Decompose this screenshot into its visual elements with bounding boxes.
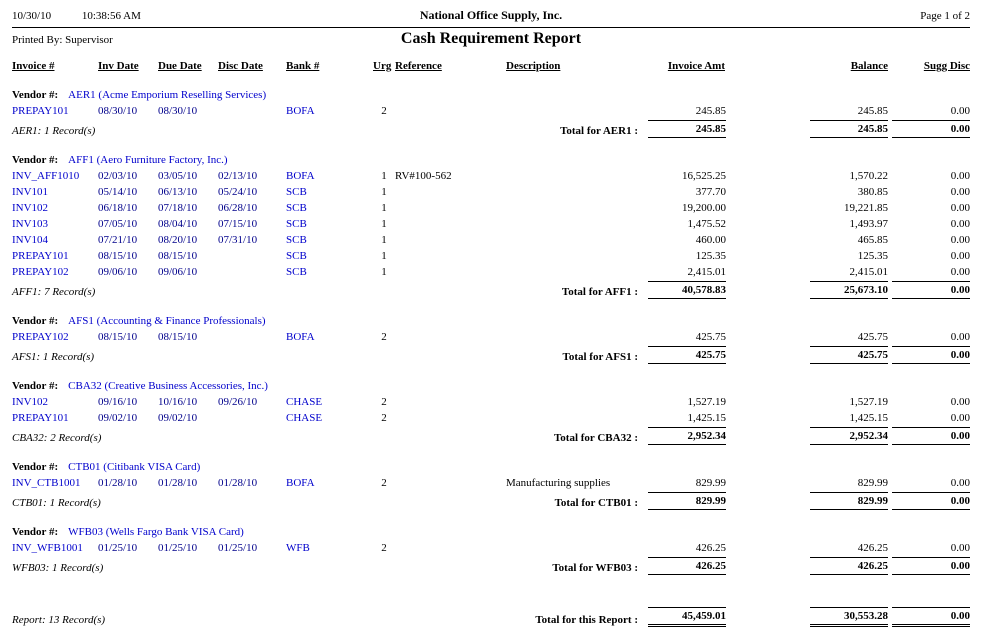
reference-value: RV#100-562 bbox=[395, 170, 452, 182]
sugg-disc-amount: 0.00 bbox=[950, 170, 970, 182]
invoice-number-link[interactable]: INV102 bbox=[12, 202, 49, 214]
group-total-balance: 2,952.34 bbox=[725, 426, 888, 446]
invoice-row bbox=[12, 216, 970, 232]
invoice-number-link[interactable]: PREPAY101 bbox=[12, 105, 69, 117]
reference-value bbox=[395, 264, 506, 280]
discount-date: 07/31/10 bbox=[218, 234, 258, 246]
group-total-balance: 829.99 bbox=[725, 491, 888, 511]
discount-date: 01/25/10 bbox=[218, 542, 258, 554]
description-value bbox=[506, 232, 648, 248]
report-total-sugg-disc: 0.00 bbox=[888, 606, 970, 628]
sugg-disc-amount: 0.00 bbox=[950, 396, 970, 408]
invoice-amount: 460.00 bbox=[695, 234, 726, 246]
discount-date: 02/13/10 bbox=[218, 170, 258, 182]
group-total-sugg-disc: 0.00 bbox=[888, 345, 970, 365]
group-total-sugg-disc: 0.00 bbox=[888, 556, 970, 576]
balance-amount: 1,425.15 bbox=[849, 412, 888, 424]
group-total-sugg-disc: 0.00 bbox=[888, 280, 970, 300]
invoice-row bbox=[12, 184, 970, 200]
invoice-date: 06/18/10 bbox=[98, 202, 138, 214]
invoice-number-link[interactable]: PREPAY102 bbox=[12, 331, 69, 343]
invoice-date: 02/03/10 bbox=[98, 170, 138, 182]
vendor-link[interactable]: AER1 (Acme Emporium Reselling Services) bbox=[68, 89, 267, 101]
discount-date bbox=[218, 248, 286, 264]
group-record-count: AER1: 1 Record(s) bbox=[12, 125, 96, 137]
due-date: 08/20/10 bbox=[158, 234, 198, 246]
invoice-amount: 829.99 bbox=[695, 477, 726, 489]
description-value bbox=[506, 200, 648, 216]
discount-date bbox=[218, 103, 286, 119]
group-total-row bbox=[12, 345, 970, 365]
bank-number-link[interactable]: SCB bbox=[286, 218, 307, 230]
bank-number-link[interactable]: SCB bbox=[286, 202, 307, 214]
balance-amount: 245.85 bbox=[857, 105, 888, 117]
description-value: Manufacturing supplies bbox=[506, 477, 611, 489]
invoice-date: 07/05/10 bbox=[98, 218, 138, 230]
vendor-link[interactable]: CBA32 (Creative Business Accessories, Inc.) bbox=[68, 380, 268, 392]
sugg-disc-amount: 0.00 bbox=[950, 477, 970, 489]
discount-date bbox=[218, 329, 286, 345]
sugg-disc-amount: 0.00 bbox=[950, 105, 970, 117]
col-description: Description bbox=[506, 60, 561, 72]
vendor-row bbox=[12, 377, 970, 394]
vendor-number-label: Vendor #: bbox=[12, 380, 59, 392]
invoice-date: 01/25/10 bbox=[98, 542, 138, 554]
invoice-row bbox=[12, 103, 970, 119]
group-total-invoice-amt: 245.85 bbox=[648, 119, 725, 139]
invoice-date: 01/28/10 bbox=[98, 477, 138, 489]
group-total-label: Total for AFF1 : bbox=[561, 286, 638, 298]
due-date: 06/13/10 bbox=[158, 186, 198, 198]
invoice-row bbox=[12, 475, 970, 491]
invoice-row bbox=[12, 410, 970, 426]
invoice-date: 08/30/10 bbox=[98, 105, 138, 117]
sugg-disc-amount: 0.00 bbox=[950, 234, 970, 246]
group-total-sugg-disc: 0.00 bbox=[888, 426, 970, 446]
due-date: 07/18/10 bbox=[158, 202, 198, 214]
reference-value bbox=[395, 329, 506, 345]
group-spacer bbox=[12, 139, 970, 151]
group-total-sugg-disc: 0.00 bbox=[888, 119, 970, 139]
sugg-disc-amount: 0.00 bbox=[950, 202, 970, 214]
group-total-balance: 25,673.10 bbox=[725, 280, 888, 300]
description-value bbox=[506, 329, 648, 345]
due-date: 08/30/10 bbox=[158, 105, 198, 117]
group-record-count: AFS1: 1 Record(s) bbox=[12, 351, 95, 363]
balance-amount: 2,415.01 bbox=[849, 266, 888, 278]
description-value bbox=[506, 248, 648, 264]
group-total-invoice-amt: 425.75 bbox=[648, 345, 725, 365]
col-invoice-amt: Invoice Amt bbox=[667, 60, 725, 72]
balance-amount: 125.35 bbox=[857, 250, 888, 262]
vendor-number-label: Vendor #: bbox=[12, 89, 59, 101]
urgency-value: 2 bbox=[381, 105, 387, 117]
col-due-date: Due Date bbox=[158, 60, 202, 72]
vendor-link[interactable]: AFS1 (Accounting & Finance Professionals) bbox=[68, 315, 266, 327]
vendor-number-label: Vendor #: bbox=[12, 154, 59, 166]
group-total-row bbox=[12, 491, 970, 511]
report-total-row bbox=[12, 606, 970, 628]
bank-number-link[interactable]: WFB bbox=[286, 542, 310, 554]
description-value bbox=[506, 184, 648, 200]
balance-amount: 465.85 bbox=[857, 234, 888, 246]
discount-date: 06/28/10 bbox=[218, 202, 258, 214]
due-date: 09/02/10 bbox=[158, 412, 198, 424]
vendor-number-label: Vendor #: bbox=[12, 461, 59, 473]
discount-date: 09/26/10 bbox=[218, 396, 258, 408]
report-header-top bbox=[12, 8, 970, 28]
group-total-invoice-amt: 829.99 bbox=[648, 491, 725, 511]
sugg-disc-amount: 0.00 bbox=[950, 412, 970, 424]
vendor-row bbox=[12, 458, 970, 475]
group-total-label: Total for CBA32 : bbox=[553, 432, 638, 444]
vendor-row bbox=[12, 151, 970, 168]
group-total-label: Total for WFB03 : bbox=[552, 562, 638, 574]
invoice-number-link[interactable]: INV_WFB1001 bbox=[12, 542, 83, 554]
printed-by: Printed By: Supervisor bbox=[12, 34, 113, 46]
reference-value bbox=[395, 248, 506, 264]
balance-amount: 829.99 bbox=[857, 477, 888, 489]
header-left bbox=[12, 10, 420, 22]
report-total-label: Total for this Report : bbox=[535, 614, 638, 626]
urgency-value: 1 bbox=[381, 266, 387, 278]
bank-number-link[interactable]: SCB bbox=[286, 186, 307, 198]
group-total-row bbox=[12, 119, 970, 139]
report-record-count: Report: 13 Record(s) bbox=[12, 614, 106, 626]
balance-amount: 1,527.19 bbox=[849, 396, 888, 408]
invoice-amount: 2,415.01 bbox=[687, 266, 726, 278]
group-total-label: Total for AFS1 : bbox=[562, 351, 638, 363]
vendor-number-label: Vendor #: bbox=[12, 526, 59, 538]
col-urgency: Urg bbox=[373, 60, 392, 72]
invoice-amount: 425.75 bbox=[695, 331, 726, 343]
invoice-amount: 1,527.19 bbox=[687, 396, 726, 408]
sugg-disc-amount: 0.00 bbox=[950, 542, 970, 554]
invoice-number-link[interactable]: PREPAY101 bbox=[12, 412, 69, 424]
invoice-row bbox=[12, 329, 970, 345]
invoice-date: 07/21/10 bbox=[98, 234, 138, 246]
balance-amount: 1,570.22 bbox=[849, 170, 888, 182]
reference-value bbox=[395, 184, 506, 200]
description-value bbox=[506, 394, 648, 410]
invoice-date: 09/06/10 bbox=[98, 266, 138, 278]
group-total-invoice-amt: 40,578.83 bbox=[648, 280, 725, 300]
bank-number-link[interactable]: BOFA bbox=[286, 170, 315, 182]
urgency-value: 1 bbox=[381, 170, 387, 182]
urgency-value: 2 bbox=[381, 396, 387, 408]
report-body bbox=[12, 74, 970, 628]
bank-number-link[interactable]: BOFA bbox=[286, 331, 315, 343]
invoice-number-link[interactable]: INV_AFF1010 bbox=[12, 170, 80, 182]
group-record-count: AFF1: 7 Record(s) bbox=[12, 286, 96, 298]
report-table bbox=[12, 60, 970, 628]
col-bank-number: Bank # bbox=[286, 60, 320, 72]
col-inv-date: Inv Date bbox=[98, 60, 139, 72]
invoice-row bbox=[12, 232, 970, 248]
invoice-amount: 125.35 bbox=[695, 250, 726, 262]
invoice-date: 08/15/10 bbox=[98, 331, 138, 343]
sugg-disc-amount: 0.00 bbox=[950, 186, 970, 198]
due-date: 01/25/10 bbox=[158, 542, 198, 554]
group-total-row bbox=[12, 556, 970, 576]
footer-spacer bbox=[12, 576, 970, 606]
invoice-date: 09/02/10 bbox=[98, 412, 138, 424]
invoice-row bbox=[12, 200, 970, 216]
discount-date bbox=[218, 264, 286, 280]
reference-value bbox=[395, 540, 506, 556]
sugg-disc-amount: 0.00 bbox=[950, 250, 970, 262]
invoice-amount: 1,475.52 bbox=[687, 218, 726, 230]
sugg-disc-amount: 0.00 bbox=[950, 331, 970, 343]
group-total-row bbox=[12, 280, 970, 300]
group-spacer bbox=[12, 511, 970, 523]
group-total-label: Total for AER1 : bbox=[560, 125, 638, 137]
invoice-amount: 426.25 bbox=[695, 542, 726, 554]
description-value bbox=[506, 264, 648, 280]
urgency-value: 2 bbox=[381, 412, 387, 424]
description-value bbox=[506, 216, 648, 232]
reference-value bbox=[395, 216, 506, 232]
vendor-number-label: Vendor #: bbox=[12, 315, 59, 327]
group-total-label: Total for CTB01 : bbox=[554, 497, 638, 509]
urgency-value: 1 bbox=[381, 234, 387, 246]
col-sugg-disc: Sugg Disc bbox=[923, 60, 970, 72]
invoice-amount: 19,200.00 bbox=[682, 202, 726, 214]
due-date: 01/28/10 bbox=[158, 477, 198, 489]
group-record-count: CTB01: 1 Record(s) bbox=[12, 497, 101, 509]
invoice-row bbox=[12, 540, 970, 556]
vendor-row bbox=[12, 523, 970, 540]
description-value bbox=[506, 540, 648, 556]
group-spacer bbox=[12, 446, 970, 458]
description-value bbox=[506, 410, 648, 426]
invoice-number-link[interactable]: INV_CTB1001 bbox=[12, 477, 81, 489]
due-date: 03/05/10 bbox=[158, 170, 198, 182]
invoice-row bbox=[12, 264, 970, 280]
invoice-number-link[interactable]: INV102 bbox=[12, 396, 49, 408]
group-total-balance: 425.75 bbox=[725, 345, 888, 365]
invoice-amount: 245.85 bbox=[695, 105, 726, 117]
group-total-sugg-disc: 0.00 bbox=[888, 491, 970, 511]
col-balance: Balance bbox=[850, 60, 888, 72]
urgency-value: 2 bbox=[381, 477, 387, 489]
vendor-link[interactable]: AFF1 (Aero Furniture Factory, Inc.) bbox=[68, 154, 228, 166]
bank-number-link[interactable]: BOFA bbox=[286, 105, 315, 117]
vendor-row bbox=[12, 312, 970, 329]
group-total-balance: 426.25 bbox=[725, 556, 888, 576]
reference-value bbox=[395, 103, 506, 119]
invoice-number-link[interactable]: INV104 bbox=[12, 234, 49, 246]
invoice-date: 05/14/10 bbox=[98, 186, 138, 198]
column-header-row bbox=[12, 60, 970, 74]
due-date: 08/15/10 bbox=[158, 250, 198, 262]
group-record-count: WFB03: 1 Record(s) bbox=[12, 562, 104, 574]
page-indicator: Page 1 of 2 bbox=[920, 10, 970, 22]
report-header-bottom bbox=[12, 28, 970, 48]
report-total-invoice-amt: 45,459.01 bbox=[648, 606, 725, 628]
invoice-amount: 1,425.15 bbox=[687, 412, 726, 424]
col-reference: Reference bbox=[395, 60, 442, 72]
balance-amount: 425.75 bbox=[857, 331, 888, 343]
invoice-row bbox=[12, 394, 970, 410]
urgency-value: 1 bbox=[381, 218, 387, 230]
report-title: Cash Requirement Report bbox=[400, 30, 582, 47]
balance-amount: 380.85 bbox=[857, 186, 888, 198]
urgency-value: 1 bbox=[381, 250, 387, 262]
print-time: 10:38:56 AM bbox=[81, 10, 141, 22]
invoice-number-link[interactable]: PREPAY101 bbox=[12, 250, 69, 262]
invoice-date: 09/16/10 bbox=[98, 396, 138, 408]
invoice-number-link[interactable]: PREPAY102 bbox=[12, 266, 69, 278]
bank-number-link[interactable]: SCB bbox=[286, 234, 307, 246]
invoice-number-link[interactable]: INV103 bbox=[12, 218, 49, 230]
due-date: 08/04/10 bbox=[158, 218, 198, 230]
invoice-amount: 16,525.25 bbox=[682, 170, 726, 182]
reference-value bbox=[395, 394, 506, 410]
due-date: 10/16/10 bbox=[158, 396, 198, 408]
invoice-amount: 377.70 bbox=[695, 186, 726, 198]
description-value bbox=[506, 103, 648, 119]
reference-value bbox=[395, 410, 506, 426]
vendor-row bbox=[12, 86, 970, 103]
vendor-link[interactable]: WFB03 (Wells Fargo Bank VISA Card) bbox=[68, 526, 244, 538]
reference-value bbox=[395, 232, 506, 248]
discount-date: 07/15/10 bbox=[218, 218, 258, 230]
print-date: 10/30/10 bbox=[12, 10, 52, 22]
bank-number-link[interactable]: SCB bbox=[286, 250, 307, 262]
urgency-value: 2 bbox=[381, 331, 387, 343]
discount-date: 01/28/10 bbox=[218, 477, 258, 489]
balance-amount: 1,493.97 bbox=[849, 218, 888, 230]
col-invoice-number: Invoice # bbox=[12, 60, 55, 72]
bank-number-link[interactable]: SCB bbox=[286, 266, 307, 278]
invoice-number-link[interactable]: INV101 bbox=[12, 186, 49, 198]
group-spacer bbox=[12, 365, 970, 377]
group-record-count: CBA32: 2 Record(s) bbox=[12, 432, 102, 444]
sugg-disc-amount: 0.00 bbox=[950, 218, 970, 230]
reference-value bbox=[395, 475, 506, 491]
discount-date: 05/24/10 bbox=[218, 186, 258, 198]
invoice-date: 08/15/10 bbox=[98, 250, 138, 262]
bank-number-link[interactable]: BOFA bbox=[286, 477, 315, 489]
due-date: 09/06/10 bbox=[158, 266, 198, 278]
group-total-invoice-amt: 426.25 bbox=[648, 556, 725, 576]
vendor-link[interactable]: CTB01 (Citibank VISA Card) bbox=[68, 461, 201, 473]
group-total-row bbox=[12, 426, 970, 446]
balance-amount: 19,221.85 bbox=[844, 202, 888, 214]
group-spacer bbox=[12, 74, 970, 86]
discount-date bbox=[218, 410, 286, 426]
reference-value bbox=[395, 200, 506, 216]
group-total-balance: 245.85 bbox=[725, 119, 888, 139]
urgency-value: 1 bbox=[381, 202, 387, 214]
due-date: 08/15/10 bbox=[158, 331, 198, 343]
balance-amount: 426.25 bbox=[857, 542, 888, 554]
bank-number-link[interactable]: CHASE bbox=[286, 396, 323, 408]
group-spacer bbox=[12, 300, 970, 312]
sugg-disc-amount: 0.00 bbox=[950, 266, 970, 278]
invoice-row bbox=[12, 248, 970, 264]
report-total-balance: 30,553.28 bbox=[725, 606, 888, 628]
col-disc-date: Disc Date bbox=[218, 60, 263, 72]
urgency-value: 2 bbox=[381, 542, 387, 554]
urgency-value: 1 bbox=[381, 186, 387, 198]
bank-number-link[interactable]: CHASE bbox=[286, 412, 323, 424]
invoice-row bbox=[12, 168, 970, 184]
company-name: National Office Supply, Inc. bbox=[419, 8, 563, 22]
description-value bbox=[506, 168, 648, 184]
group-total-invoice-amt: 2,952.34 bbox=[648, 426, 725, 446]
